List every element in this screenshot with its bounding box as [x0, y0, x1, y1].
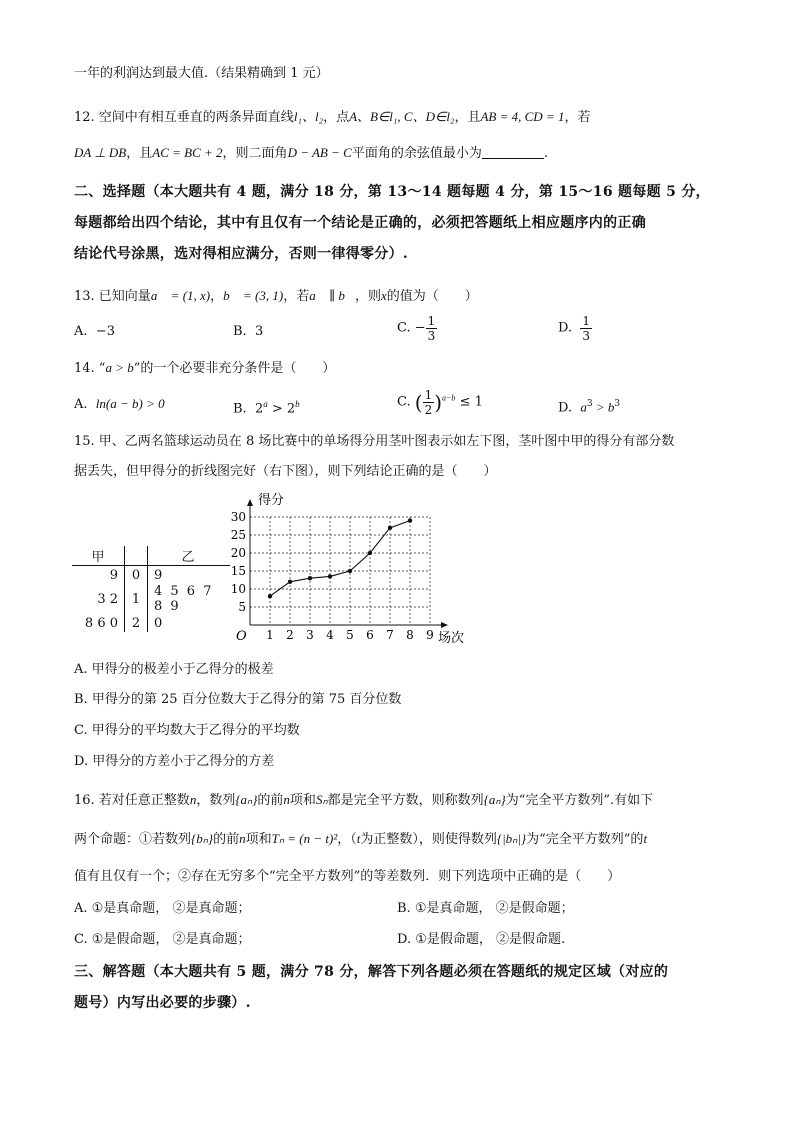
- q12-text: ，且: [454, 110, 481, 125]
- section3-heading-line2: 题号）内写出必要的步骤）.: [74, 995, 251, 1011]
- stem-leaf-table: [72, 546, 230, 632]
- score-line: [270, 521, 410, 597]
- y-tick-label: 10: [230, 582, 246, 596]
- x-tick-label: 3: [306, 628, 314, 642]
- q13-option-d[interactable]: D. $\frac{1}{3}$: [558, 314, 590, 343]
- q13-x: x: [380, 288, 387, 303]
- q14-option-b[interactable]: B. $2^a > 2^b$: [233, 399, 300, 417]
- q12-perp: DA ⊥ DB: [74, 145, 127, 160]
- q13-stem: [74, 286, 478, 307]
- data-point: [368, 551, 372, 555]
- q15-line2: 据丢失，但甲得分的折线图完好（右下图），则下列结论正确的是（ ）: [74, 464, 497, 479]
- q13-option-b[interactable]: B. 3: [233, 324, 264, 339]
- q16-line3: 值有且仅有一个；②存在无穷多个“完全平方数列”的等差数列．则下列选项中正确的是（ ）: [74, 869, 621, 884]
- section2-heading-line1: 二、选择题（本大题共有 4 题，满分 18 分，第 13～14 题每题 4 分，第 15～16 题每题 5 分，: [74, 184, 710, 200]
- intro-line: 一年的利润达到最大值.（结果精确到 1 元）: [74, 66, 329, 81]
- chart-axes: [247, 499, 448, 628]
- q16-option-c[interactable]: C. ①是假命题， ②是真命题；: [74, 932, 251, 947]
- q13-option-a[interactable]: A. −3: [74, 324, 115, 339]
- score-line-chart: [228, 490, 478, 650]
- q13-text: ，: [210, 289, 224, 304]
- section2-heading-line2: 每题都给出四个结论，其中有且仅有一个结论是正确的，必须把答题纸上相应题序内的正确: [74, 215, 646, 231]
- q15-option-b[interactable]: B. 甲得分的第 25 百分位数大于乙得分的第 75 百分位数: [74, 692, 402, 707]
- q13-text: ，则: [354, 289, 381, 304]
- data-point: [308, 576, 312, 580]
- q12-condition: AC = BC + 2: [152, 145, 223, 160]
- q12-lines: l₁、l₂: [293, 109, 324, 124]
- x-axis-arrow: [441, 622, 448, 628]
- q15-option-d[interactable]: D. 甲得分的方差小于乙得分的方差: [74, 754, 275, 769]
- q12-text: 12. 空间中有相互垂直的两条异面直线: [74, 110, 294, 125]
- q15-option-a[interactable]: A. 甲得分的极差小于乙得分的极差: [74, 662, 274, 677]
- data-point: [288, 580, 292, 584]
- x-tick-label: 7: [386, 628, 394, 642]
- q13-vector-a: a⃗ = (1, x): [150, 288, 211, 303]
- q16-option-b[interactable]: B. ①是真命题， ②是假命题；: [397, 901, 574, 916]
- q13-parallel: a⃗ ∥ b⃗: [309, 288, 355, 303]
- y-axis-label: 得分: [258, 493, 285, 508]
- q16-line1: 16. 若对任意正整数n，数列{aₙ}的前n项和Sₙ都是完全平方数，则称数列{aₙ}为“完全平方数列”.有如下: [74, 792, 654, 808]
- q15-line1: 15. 甲、乙两名篮球运动员在 8 场比赛中的单场得分用茎叶图表示如左下图，茎叶图中甲的得分有部分数: [74, 434, 675, 449]
- q12-dihedral: D − AB − C: [287, 145, 352, 160]
- q16-option-a[interactable]: A. ①是真命题， ②是真命题；: [74, 901, 251, 916]
- q13-text: 的值为（ ）: [386, 289, 478, 304]
- q14-option-d[interactable]: D. $a^3 > b^3$: [558, 399, 621, 416]
- x-tick-label: 8: [406, 628, 414, 642]
- q13-text: ，若: [283, 289, 310, 304]
- data-point: [348, 569, 352, 573]
- q12-points: A、B∈l₁, C、D∈l₂: [349, 109, 455, 124]
- y-tick-label: 20: [230, 546, 246, 560]
- q12-line1: [74, 107, 590, 128]
- q12-text: 平面角的余弦值最小为: [351, 146, 482, 161]
- section2-heading-line3: 结论代号涂黑，选对得相应满分，否则一律得零分）.: [74, 246, 409, 262]
- chart-series: [268, 518, 412, 598]
- data-point: [268, 594, 272, 598]
- x-tick-label: 4: [326, 628, 334, 642]
- q12-text: ，且: [126, 146, 153, 161]
- y-tick-label: 25: [230, 528, 246, 542]
- q12-text: ，则二面角: [222, 146, 288, 161]
- x-tick-label: 9: [426, 628, 434, 642]
- stem-header-jia: 甲: [72, 546, 125, 566]
- data-point: [408, 518, 412, 522]
- x-tick-label: 5: [346, 628, 354, 642]
- x-tick-label: 6: [366, 628, 374, 642]
- origin-label: O: [236, 629, 247, 644]
- q15-option-c[interactable]: C. 甲得分的平均数大于乙得分的平均数: [74, 723, 300, 738]
- data-point: [388, 526, 392, 530]
- stem-leaf-row: 9 0 9: [72, 566, 230, 585]
- answer-blank: [482, 144, 544, 159]
- y-tick-label: 30: [230, 510, 246, 524]
- q13-text: 13. 已知向量: [74, 289, 151, 304]
- x-tick-label: 1: [266, 628, 274, 642]
- q12-text: ，若: [564, 110, 591, 125]
- q14-option-a[interactable]: A. ln(a − b) > 0: [74, 396, 165, 412]
- stem-leaf-row: 3 2 1 4 5 6 7 8 9: [72, 584, 230, 614]
- x-tick-label: 2: [286, 628, 294, 642]
- chart-grid: [250, 517, 430, 625]
- x-axis-label: 场次: [438, 631, 465, 646]
- y-axis-arrow: [247, 499, 253, 506]
- q12-text: .: [543, 146, 548, 161]
- q12-line2: [74, 143, 548, 164]
- data-point: [328, 574, 332, 578]
- q14-option-c[interactable]: C. ( $\frac{1}{2}$ )$^{a-b}$ ≤ 1: [397, 388, 483, 417]
- stem-leaf-row: 8 6 0 2 0: [72, 614, 230, 632]
- q13-vector-b: b⃗ = (3, 1): [223, 288, 284, 303]
- y-tick-label: 15: [230, 564, 246, 578]
- q12-lengths: AB = 4, CD = 1: [480, 109, 565, 124]
- q14-stem: 14. “a > b”的一个必要非充分条件是（ ）: [74, 360, 336, 376]
- q16-option-d[interactable]: D. ①是假命题， ②是假命题.: [397, 932, 566, 947]
- q16-line2: 两个命题：①若数列{bₙ}的前n项和Tₙ = (n − t)²，（t为正整数），则使得数列{|bₙ|}为“完全平方数列”的t: [74, 831, 648, 847]
- q12-text: ，点: [323, 110, 350, 125]
- q13-option-c[interactable]: C. − $\frac{1}{3}$: [397, 314, 436, 343]
- stem-leaf-header: [72, 546, 230, 566]
- y-tick-label: 5: [238, 600, 246, 614]
- section3-heading-line1: 三、解答题（本大题共有 5 题，满分 78 分，解答下列各题必须在答题纸的规定区域（对应的: [74, 964, 669, 980]
- stem-header-yi: 乙: [148, 546, 231, 566]
